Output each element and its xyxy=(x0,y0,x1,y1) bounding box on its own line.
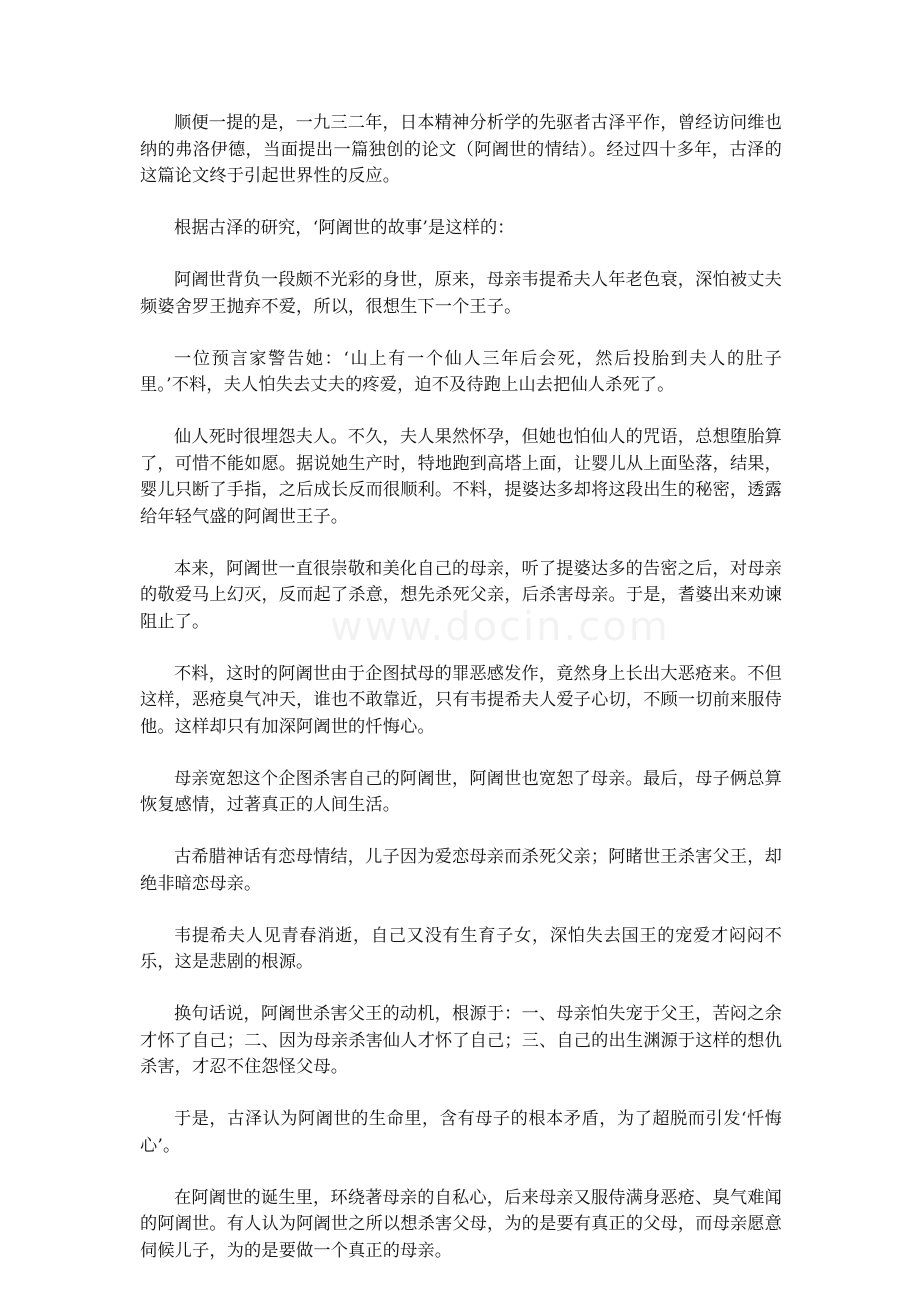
paragraph-1: 顺便一提的是，一九三二年，日本精神分析学的先驱者古泽平作，曾经访问维也纳的弗洛伊德，当面提出一篇独创的论文（阿阇世的情结）。经过四十多年，古泽的这篇论文终于引起世界性的反应。 xyxy=(140,113,782,186)
paragraph-7: 不料，这时的阿阇世由于企图拭母的罪恶感发作，竟然身上长出大恶疮来。不但这样，恶疮臭气冲天，谁也不敢靠近，只有韦提希夫人爱子心切，不顾一切前来服侍他。这样却只有加深阿阇世的忏悔心。 xyxy=(140,663,782,737)
paragraph-11: 换句话说，阿阇世杀害父王的动机，根源于：一、母亲怕失宠于父王，苦闷之余才怀了自己；二、因为母亲杀害仙人才怀了自己；三、自己的出生渊源于这样的想仇杀害，才忍不住怨怪父母。 xyxy=(140,1004,782,1077)
paragraph-13: 在阿阇世的诞生里，环绕著母亲的自私心，后来母亲又服侍满身恶疮、臭气难闻的阿阇世。有人认为阿阇世之所以想杀害父母，为的是要有真正的父母，而母亲愿意伺候儿子，为的是要做一个真正的母亲。 xyxy=(140,1187,782,1261)
paragraph-10: 韦提希夫人见青春消逝，自己又没有生育子女，深怕失去国王的宠爱才闷闷不乐，这是悲剧的根源。 xyxy=(140,925,782,972)
faint-watermark: www.docin.com xyxy=(330,604,670,650)
paragraph-2: 根据古泽的研究，‘阿阇世的故事’是这样的： xyxy=(174,218,515,238)
paragraph-8: 母亲宽恕这个企图杀害自己的阿阇世，阿阇世也宽恕了母亲。最后，母子俩总算恢复感情，过著真正的人间生活。 xyxy=(140,768,782,815)
paragraph-3: 阿阇世背负一段颇不光彩的身世，原来，母亲韦提希夫人年老色衰，深怕被丈夫频婆舍罗王抛弃不爱，所以，很想生下一个王子。 xyxy=(140,270,782,317)
paragraph-5: 仙人死时很埋怨夫人。不久，夫人果然怀孕，但她也怕仙人的咒语，总想堕胎算了，可惜不能如愿。据说她生产时，特地跑到高塔上面，让婴儿从上面坠落，结果，婴儿只断了手指，之后成长反而很顺利。不料，提婆达多却将这段出生的秘密，透露给年轻气盛的阿阇世王子。 xyxy=(140,427,782,527)
paragraph-6: 本来，阿阇世一直很崇敬和美化自己的母亲，听了提婆达多的告密之后，对母亲的敬爱马上幻灭，反而起了杀意，想先杀死父亲，后杀害母亲。于是，耆婆出来劝谏阻止了。 xyxy=(140,558,782,632)
paragraph-12: 于是，古泽认为阿阇世的生命里，含有母子的根本矛盾，为了超脱而引发‘忏悔心’。 xyxy=(140,1109,782,1156)
paragraph-4: 一位预言家警告她：‘山上有一个仙人三年后会死，然后投胎到夫人的肚子里。’不料，夫人怕失去丈夫的疼爱，迫不及待跑上山去把仙人杀死了。 xyxy=(140,348,782,395)
document-body xyxy=(140,110,782,1290)
paragraph-9: 古希腊神话有恋母情结，儿子因为爱恋母亲而杀死父亲；阿睹世王杀害父王，却绝非暗恋母亲。 xyxy=(140,847,782,894)
